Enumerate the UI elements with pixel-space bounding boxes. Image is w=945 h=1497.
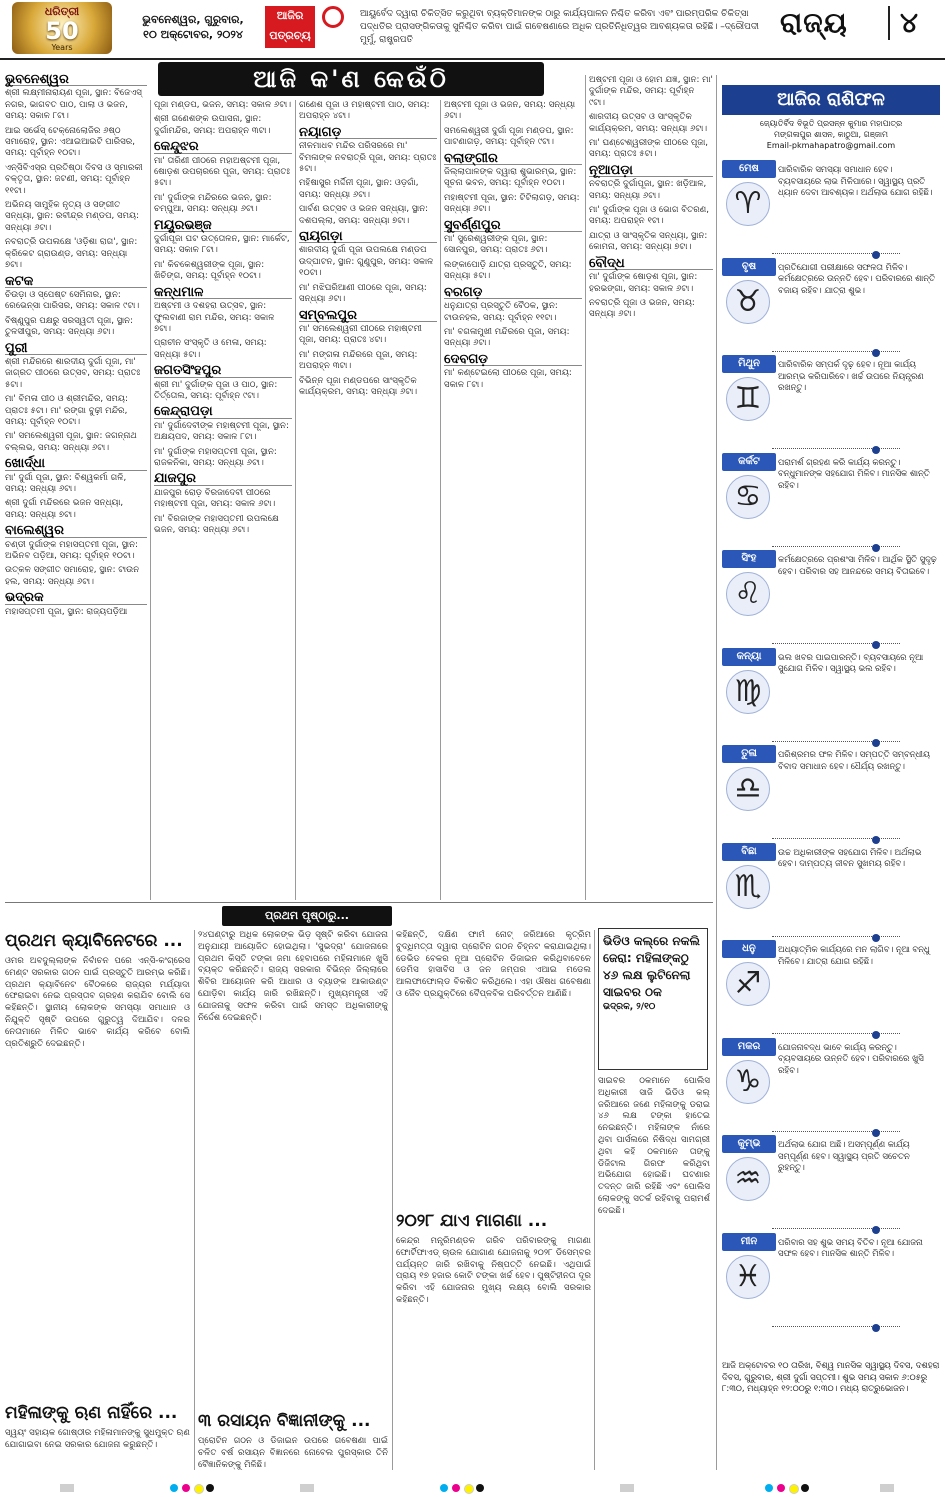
rashi-prediction: କର୍ମକ୍ଷେତ୍ରରେ ପ୍ରଶଂସା ମିଳିବ। ଆର୍ଥିକ ସ୍ଥିତି ସୁଦୃଢ଼ ହେବ। ପରିବାର ସହ ଆନନ୍ଦରେ ସମୟ ବିତାଇବେ। <box>778 554 937 576</box>
cyan-mark <box>170 1484 178 1492</box>
rashi-sign-block <box>722 355 940 451</box>
badge-line-2: ପତ୍ରଚ୍ୟ <box>269 29 311 42</box>
column-rule <box>594 930 595 1470</box>
rashi-sign-block <box>722 1038 940 1134</box>
rashi-divider <box>772 1326 900 1327</box>
event-item: ମା' ଦୁର୍ଗା ପୂଜା, ସ୍ଥାନ: ବିଶ୍ୱକର୍ମା ଗଳି, ସମୟ: ସନ୍ଧ୍ୟା ୬ଟା। <box>5 472 127 494</box>
quote-mark-icon <box>322 6 344 28</box>
event-item: ସମଲେଶ୍ୱରୀ ଦୁର୍ଗା ପୂଜା ମଣ୍ଡପ, ସ୍ଥାନ: ପାଟଣାଗଡ଼, ସମୟ: ପୂର୍ବାହ୍ନ ୯ଟା। <box>444 125 574 148</box>
quote-of-the-day: ଆୟୁର୍ବେଦ ଦ୍ୱାରା ଚିକିତ୍ସିତ କରୁଥିବା ବ୍ୟକ୍ତିମାନଙ୍କ ଠାରୁ କାର୍ଯ୍ୟପାଳନ ନିଶ୍ଚିତ କରିବା ଏବଂ ପାରମ୍ପରିକ ଚିକିତ୍ସା ପଦ୍ଧତିର ପ୍ରାସଙ୍ଗିକତାକୁ ସୁନିଶ୍ଚିତ କରିବା ପାଇଁ ଗବେଷଣାରେ ଅଧିକ ପ୍ରତିନିଧିତ୍ୱର ଆବଶ୍ୟକତା ରହିଛି। –ଦ୍ରୌପଦୀ ମୁର୍ମୁ, ରାଷ୍ଟ୍ରପତି <box>360 9 759 45</box>
district-heading: ବଲାଙ୍ଗୀର <box>444 153 582 165</box>
district-heading: ଖୋର୍ଦ୍ଧା <box>5 458 147 470</box>
rashi-sign-block <box>722 258 940 354</box>
event-item: ମା' ମଝିଘରିଆଣୀ ପୀଠରେ ପୂଜା, ସମୟ: ସନ୍ଧ୍ୟା ୬ଟା। <box>299 282 427 305</box>
event-item: ଚଣ୍ଡୀ ଦୁର୍ଗାଙ୍କ ମହାସପ୍ତମୀ ପୂଜା, ସ୍ଥାନ: ଅଭିନବ ପଡ଼ିଆ, ସମୟ: ପୂର୍ବାହ୍ନ ୧୦ଟା। <box>5 539 138 562</box>
event-item: ଅଷ୍ଟମୀ ପୂଜା ଓ ଭଜନ, ସମୟ: ସନ୍ଧ୍ୟା ୬ଟା। <box>444 100 576 122</box>
event-item: ମା' ଘଣ୍ଟେଶ୍ୱରୀଙ୍କ ପୀଠରେ ପୂଜା, ସମୟ: ପ୍ରାତଃ ୫ଟା। <box>589 138 709 160</box>
events-banner: ଆଜି କ'ଣ କେଉଁଠି <box>158 62 544 96</box>
district-heading: ପୁରୀ <box>5 343 147 355</box>
rashifal-title: ଆଜିର ରାଶିଫଳ <box>722 85 940 115</box>
district-heading: ସମ୍ବଲପୁର <box>299 310 437 322</box>
yellow-mark <box>464 1484 474 1494</box>
district-heading: ବରଗଡ଼ <box>444 287 582 299</box>
article-4-body: ପ୍ରୋଟିନ ଗଠନ ଓ ଡିଜାଇନ ଉପରେ ଗବେଷଣା ପାଇଁ ଚଳିତ ବର୍ଷ ରସାୟନ ବିଜ୍ଞାନରେ ନୋବେଲ ପୁରସ୍କାର ତିନି ବୈଜ୍ଞାନିକଙ୍କୁ ମିଳିଛି। <box>198 1436 388 1470</box>
dateline <box>128 12 258 42</box>
listings-column-3 <box>299 100 437 900</box>
district-heading: ଭଦ୍ରକ <box>5 592 147 604</box>
event-item: ମହାଷ୍ଟମୀ ପୂଜା, ସ୍ଥାନ: ଟିଟିଲାଗଡ଼, ସମୟ: ସନ୍ଧ୍ୟା ୬ଟା। <box>444 192 580 215</box>
district-heading: ସୁବର୍ଣ୍ଣପୁର <box>444 220 582 232</box>
event-item: ନବରାତ୍ରି ଦୁର୍ଗାପୂଜା, ସ୍ଥାନ: ଖଡ଼ିଆଳ, ସମୟ: ସନ୍ଧ୍ୟା ୬ଟା। <box>589 179 707 201</box>
zodiac-sign-icon: ♑ <box>726 1060 770 1104</box>
rashi-sign-block <box>722 940 940 1036</box>
event-item: ଶ୍ରୀ ଦୁର୍ଗା ମନ୍ଦିରରେ ଭଜନ ସନ୍ଧ୍ୟା, ସମୟ: ସନ୍ଧ୍ୟା ୭ଟା। <box>5 498 124 520</box>
listings-column-1 <box>5 70 147 900</box>
event-item: ମା' ତାରିଣୀ ପୀଠରେ ମହାଅଷ୍ଟମୀ ପୂଜା, ଷୋଡ଼ଶ ଉପଚାରରେ ପୂଜା, ସମୟ: ପ୍ରାତଃ ୫ଟା। <box>154 155 290 189</box>
event-item: ଆଇ ସର୍ଭେସ୍ ଟେକ୍ନୋଲୋଜିର ୬ଷ୍ଠ ସମାରୋହ, ସ୍ଥାନ: ଏଆଇଆଇଟି ପାରିସର, ସମୟ: ପୂର୍ବାହ୍ନ ୧୦ଟା। <box>5 125 136 159</box>
article-1-body: ଓମର ଅବଦୁଲ୍ଲାଙ୍କ ନିର୍ବାଚନ ପରେ ଏନ୍‌ସି-କଂଗ୍ରେସ ମେଣ୍ଟ ସରକାର ଗଠନ ପାଇଁ ପ୍ରସ୍ତୁତି ଆରମ୍ଭ କରିଛି। ପ୍ରଥମ କ୍ୟାବିନେଟ ବୈଠକରେ ରାଜ୍ୟର ମର୍ଯ୍ୟାଦା ଫେରାଇବା ନେଇ ପ୍ରସ୍ତାବ ଗ୍ରହଣ କରାଯିବ ବୋଲି ସେ କହିଛନ୍ତି। ସ୍ଥାନୀୟ ଲୋକଙ୍କ ସମସ୍ୟା ସମାଧାନ ଓ ନିଯୁକ୍ତି ସୃଷ୍ଟି ଉପରେ ଗୁରୁତ୍ୱ ଦିଆଯିବ। ଦଳର ନେତାମାନେ ମିଳିତ ଭାବେ କାର୍ଯ୍ୟ କରିବେ ବୋଲି ପ୍ରତିଶ୍ରୁତି ଦେଇଛନ୍ତି। <box>5 956 190 1049</box>
event-item: ନବରାତ୍ରି ପୂଜା ଓ ଭଜନ, ସମୟ: ସନ୍ଧ୍ୟା ୬ଟା। <box>589 297 695 320</box>
continued-from-front-page-label: ପ୍ରଥମ ପୃଷ୍ଠାରୁ... <box>222 906 392 926</box>
zodiac-sign-icon: ♈ <box>726 182 770 226</box>
district-heading: କନ୍ଧମାଳ <box>154 287 292 299</box>
article-2-headline: ମହିଳାଙ୍କୁ ଋଣ ନାହିଁରେ ... <box>5 1403 178 1423</box>
district-heading: ଯାଜପୁର <box>154 473 292 485</box>
event-item: ନୀଳମାଧବ ମନ୍ଦିର ପରିସରରେ ମା' ବିମଳାଙ୍କ ନବରାତ୍ରି ପୂଜା, ସମୟ: ପ୍ରାତଃ ୫ଟା। <box>299 141 437 175</box>
event-item: ଅଷ୍ଟମୀ ଓ ଦଶହରା ଉତ୍ସବ, ସ୍ଥାନ: ଫୁଲବାଣୀ ରାମ ମନ୍ଦିର, ସମୟ: ସକାଳ ୭ଟା। <box>154 301 275 334</box>
article-1-headline: ପ୍ରଥମ କ୍ୟାବିନେଟରେ ... <box>5 931 183 951</box>
cyan-mark <box>765 1484 773 1492</box>
event-item: ଅଷ୍ଟମୀ ପୂଜା ଓ ହୋମ ଯଜ୍ଞ, ସ୍ଥାନ: ମା' ଦୁର୍ଗାଙ୍କ ମନ୍ଦିର, ସମୟ: ପୂର୍ବାହ୍ନ ୯ଟା। <box>589 75 713 108</box>
magenta-mark <box>452 1484 460 1492</box>
astrologer-email: Email-pkmahapatro@gmail.com <box>766 141 896 150</box>
registration-mark <box>880 1484 894 1492</box>
section-divider <box>5 902 713 903</box>
rashi-prediction: ପରାମର୍ଶ ଗ୍ରହଣ କରି କାର୍ଯ୍ୟ କରନ୍ତୁ। ବନ୍ଧୁମାନଙ୍କ ସହଯୋଗ ମିଳିବ। ମାନସିକ ଶାନ୍ତି ରହିବ। <box>778 456 930 490</box>
black-mark <box>206 1484 214 1492</box>
rashi-divider <box>772 546 900 547</box>
astrologer-name: ଜ୍ୟୋତିର୍ବିଦ ବିଭୂତି ପ୍ରସନ୍ନ କୁମାର ମହାପାତ୍ର <box>759 119 903 128</box>
badge-line-1: ଆଜିର <box>276 9 304 22</box>
rashi-divider <box>772 448 900 449</box>
cyber-fraud-body: ସାଇବର ଠକମାନେ ପୋଲିସ ଅଧିକାରୀ ସାଜି ଭିଡିଓ କଲ୍ ଜରିଆରେ ଜଣେ ମହିଳାଙ୍କୁ ଡରାଇ ୪୬ ଲକ୍ଷ ଟଙ୍କା ହାତେଇ ନେଇଛନ୍ତି। ମହିଳାଙ୍କ ନାଁରେ ଥିବା ପାର୍ସଲରେ ନିଷିଦ୍ଧ ସାମଗ୍ରୀ ଥିବା କହି ଠକମାନେ ତାଙ୍କୁ ଡିଜିଟାଲ ଗିରଫ କରିଥିବା ଅଭିଯୋଗ ହୋଇଛି। ଘଟଣାର ତଦନ୍ତ ଜାରି ରହିଛି ଏବଂ ପୋଲିସ ଲୋକଙ୍କୁ ସତର୍କ ରହିବାକୁ ପରାମର୍ଶ ଦେଇଛି। <box>598 1076 710 1216</box>
event-item: ମା' ଦୁର୍ଗାଦେବୀଙ୍କ ମହାଷ୍ଟମୀ ପୂଜା, ସ୍ଥାନ: ଅକ୍ଷୟପଦ, ସମୟ: ସକାଳ ୮ଟା। <box>154 420 289 443</box>
event-item: ମା' କିଚକେଶ୍ୱରୀଙ୍କ ପୂଜା, ସ୍ଥାନ: ଖିଚିଙ୍ଗ, ସମୟ: ପୂର୍ବାହ୍ନ ୧୦ଟା। <box>154 259 265 282</box>
rashi-divider <box>772 253 900 254</box>
article-5-body: କହିଛନ୍ତି, ଦକ୍ଷିଣ ଫାର୍ମ ନୋଟ୍‌ ଜରିଆରେ କୃତ୍ରିମ ବୁଦ୍ଧିମତ୍ତା ଦ୍ୱାରା ପ୍ରୋଟିନ ଗଠନ ଚିହ୍ନଟ କରାଯାଇଥିଲା। ଡେଭିଡ ବେକର ନୂଆ ପ୍ରୋଟିନ ଡିଜାଇନ କରିଥିବାବେଳେ ଡେମିସ ହାସାବିସ ଓ ଜନ ଜମ୍ପର ଏଆଇ ମଡେଲ ଆଲଫାଫୋଲ୍ଡ ବିକଶିତ କରିଥିଲେ। ଏହା ଔଷଧ ଗବେଷଣା ଓ ଜୈବ ପ୍ରଯୁକ୍ତିରେ ବୈପ୍ଳବିକ ପରିବର୍ତ୍ତନ ଆଣିଛି। <box>396 930 591 999</box>
zodiac-sign-icon: ♏ <box>726 865 770 909</box>
zodiac-sign-icon: ♒ <box>726 1157 770 1201</box>
district-heading: କେନ୍ଦୁଝର <box>154 141 292 153</box>
column-rule <box>194 930 195 1470</box>
rashi-sign-label: ତୁଳା <box>722 745 776 763</box>
event-item: ନବରାତ୍ରି ଉପଲକ୍ଷେ 'ଓଡ଼ିଶା ରାଗ', ସ୍ଥାନ: କ୍ରିକେଟ ଗ୍ରାଉଣ୍ଡ, ସମୟ: ସନ୍ଧ୍ୟା ୭ଟା। <box>5 237 138 271</box>
rashi-prediction: ପାରିବାରିକ ସମସ୍ୟା ସମାଧାନ ହେବ। ବ୍ୟବସାୟରେ ଲାଭ ମିଳିପାରେ। ସ୍ୱାସ୍ଥ୍ୟ ପ୍ରତି ଧ୍ୟାନ ଦେବା ଆବଶ୍ୟକ। ଅର୍ଥଲାଭ ଯୋଗ ରହିଛି। <box>778 164 933 198</box>
black-mark <box>476 1484 484 1492</box>
event-item: ଧନୁଯାତ୍ରା ପ୍ରସ୍ତୁତି ବୈଠକ, ସ୍ଥାନ: ଟାଉନହଲ, ସମୟ: ପୂର୍ବାହ୍ନ ୧୧ଟା। <box>444 301 558 323</box>
rashi-divider <box>772 1228 900 1229</box>
rashi-sign-label: ସିଂହ <box>722 550 776 568</box>
event-item: ଚିଉଡ଼ା ଓ ସ୍ପେଷ୍ଟ ସେମିନାର, ସ୍ଥାନ: ରେଭେନ୍ସା ପାରିସର, ସମୟ: ସକାଳ ୯ଟା। <box>5 289 140 312</box>
zodiac-sign-icon: ♉ <box>726 280 770 324</box>
logo-years: Years <box>51 43 73 52</box>
article-6-headline: ୨୦୨୮ ଯାଏ ମାଗଣା ... <box>396 1211 548 1231</box>
listings-column-4 <box>444 100 582 900</box>
listings-column-5 <box>589 75 713 900</box>
dateline-place-day: ଭୁବନେଶ୍ୱର, ଗୁରୁବାର, <box>142 13 244 26</box>
event-item: ଶ୍ରୀ ଗଣେଶଙ୍କ ଉପାସନା, ସ୍ଥାନ: ଦୁର୍ଗାମନ୍ଦିର, ସମୟ: ଅପରାହ୍ନ ୩ଟା। <box>154 114 271 136</box>
page-number: ୪ <box>888 6 918 40</box>
event-item: ମା' ଦୁର୍ଗାଙ୍କ ମନ୍ଦିରରେ ଭଜନ, ସ୍ଥାନ: ଚମ୍ପୁଆ, ସମୟ: ସନ୍ଧ୍ୟା ୬ଟା। <box>154 192 272 215</box>
district-heading: ମୟୂରଭଞ୍ଜ <box>154 220 292 232</box>
event-item: ମା' କଣ୍ଟେଇଲୋ ପୀଠରେ ପୂଜା, ସମୟ: ସକାଳ ୮ଟା। <box>444 368 572 390</box>
district-heading: ରାୟଗଡ଼ା <box>299 231 437 243</box>
rashi-prediction: ଅଧ୍ୟାତ୍ମିକ କାର୍ଯ୍ୟରେ ମନ ଲାଗିବ। ନୂଆ ବନ୍ଧୁ ମିଳିବେ। ଯାତ୍ରା ଯୋଗ ରହିଛି। <box>778 944 930 966</box>
magenta-mark <box>777 1484 785 1492</box>
column-rule <box>295 100 296 900</box>
rashi-sign-label: ବିଛା <box>722 843 776 861</box>
black-mark <box>801 1484 809 1492</box>
rashi-sign-label: କୁମ୍ଭ <box>722 1135 776 1153</box>
event-item: ମହିଷାସୁର ମର୍ଦ୍ଦିନୀ ପୂଜା, ସ୍ଥାନ: ଓଡ଼ଗାଁ, ସମୟ: ସନ୍ଧ୍ୟା ୬ଟା। <box>299 178 419 200</box>
rashi-divider <box>772 351 900 352</box>
event-item: ଯାତ୍ରା ଓ ସାଂସ୍କୃତିକ ସନ୍ଧ୍ୟା, ସ୍ଥାନ: କୋମନା, ସମୟ: ସନ୍ଧ୍ୟା ୭ଟା। <box>589 230 708 253</box>
rashi-sign-block <box>722 843 940 939</box>
rashi-prediction: ପାରିବାରିକ ସମ୍ପର୍କ ଦୃଢ଼ ହେବ। ନୂଆ କାର୍ଯ୍ୟ ଆରମ୍ଭ କରିପାରିବେ। ଖର୍ଚ୍ଚ ଉପରେ ନିୟନ୍ତ୍ରଣ ରଖନ୍ତୁ। <box>778 359 924 393</box>
event-item: ଶାରଦୀୟ ଉତ୍ସବ ଓ ସାଂସ୍କୃତିକ କାର୍ଯ୍ୟକ୍ରମ, ସମୟ: ସନ୍ଧ୍ୟା ୬ଟା। <box>589 112 708 134</box>
rashi-divider <box>772 1131 900 1132</box>
event-item: ମା' ସମଲେଶ୍ୱରୀ ପୀଠରେ ମହାଷ୍ଟମୀ ପୂଜା, ସମୟ: ପ୍ରାତଃ ୪ଟା। <box>299 323 422 346</box>
section-title: ରାଜ୍ୟ <box>780 6 848 39</box>
column-rule <box>392 930 393 1470</box>
zodiac-sign-icon: ♎ <box>726 767 770 811</box>
yellow-mark <box>789 1484 799 1494</box>
zodiac-sign-icon: ♍ <box>726 670 770 714</box>
rashi-prediction: ପରିବାର ସହ ଶୁଭ ସମୟ ବିତିବ। ନୂଆ ଯୋଜନା ସଫଳ ହେବ। ମାନସିକ ଶାନ୍ତି ମିଳିବ। <box>778 1236 923 1259</box>
rashifal-credit <box>722 118 940 151</box>
yellow-mark <box>194 1484 204 1494</box>
rashi-sign-label: ମେଷ <box>722 160 776 178</box>
district-heading: ନୟାଗଡ଼ <box>299 127 437 139</box>
registration-mark <box>60 1484 74 1492</box>
zodiac-sign-icon: ♐ <box>726 962 770 1006</box>
district-heading: ନୂଆପଡ଼ା <box>589 165 713 177</box>
registration-mark <box>300 1484 314 1492</box>
event-item: ମା' ବିରଜାଙ୍କ ମହାସପ୍ତମୀ ଉପଲକ୍ଷେ ଭଜନ, ସମୟ: ସନ୍ଧ୍ୟା ୬ଟା। <box>154 513 279 535</box>
rashi-prediction: ପରିଶ୍ରମର ଫଳ ମିଳିବ। ସମ୍ପତ୍ତି ସମ୍ବନ୍ଧୀୟ ବିବାଦ ସମାଧାନ ହେବ। ଧୈର୍ଯ୍ୟ ରଖନ୍ତୁ। <box>778 749 930 771</box>
rashi-divider <box>772 741 900 742</box>
rashi-prediction: ପ୍ରତିଯୋଗୀ ପରୀକ୍ଷାରେ ସଫଳତା ମିଳିବ। କର୍ମକ୍ଷେତ୍ରରେ ଉନ୍ନତି ହେବ। ପରିବାରରେ ଶାନ୍ତି ବଜାୟ ରହିବ। ଯାତ୍ରା ଶୁଭ। <box>778 261 935 295</box>
rashi-sign-label: କର୍କଟ <box>722 453 776 471</box>
event-item: ମା' ସୁରେଶ୍ୱରୀଙ୍କ ପୂଜା, ସ୍ଥାନ: ସୋନପୁର, ସମୟ: ପ୍ରାତଃ ୬ଟା। <box>444 234 548 256</box>
rashi-divider <box>772 936 900 937</box>
rashi-divider <box>772 838 900 839</box>
event-item: ମା' ବଗଳାମୁଖୀ ମନ୍ଦିରରେ ପୂଜା, ସମୟ: ସନ୍ଧ୍ୟା ୬ଟା। <box>444 326 570 349</box>
cyber-fraud-headline-box <box>598 928 708 1070</box>
article-2-body: ସ୍ୱୟଂ ସହାୟକ ଗୋଷ୍ଠୀର ମହିଳାମାନଙ୍କୁ ସୁଧମୁକ୍ତ ଋଣ ଯୋଗାଇବା ନେଇ ସରକାର ଯୋଜନା କରୁଛନ୍ତି। <box>5 1428 190 1450</box>
rashifal-footnote: ଆଜି ଅକ୍ଟୋବର ୧୦ ତାରିଖ, ବିଶ୍ୱ ମାନସିକ ସ୍ୱାସ୍ଥ୍ୟ ଦିବସ, ଦଶହରା ଦିବସ, ଗୁରୁବାର, ଶ୍ରୀ ଦୁର୍ଗା ସପ୍ତମୀ। ଶୁଭ ସମୟ ସକାଳ ୬:୦୫ରୁ ୮:୩୦, ମଧ୍ୟାହ୍ନ ୧୨:୦୦ରୁ ୧:୩୦। ମଧ୍ୟ ରାତ୍ରୁଭୋଜନ। <box>722 1360 940 1394</box>
event-item: ଏନ୍‌ସିବିଏସ୍‌ର ପ୍ରତିଷ୍ଠା ଦିବସ ଓ ସ୍ମାରକୀ ବକ୍ତୃତା, ସ୍ଥାନ: ଜଟଣୀ, ସମୟ: ପୂର୍ବାହ୍ନ ୧୧ଟା। <box>5 162 143 196</box>
astrologer-address: ମଙ୍ଗଳାପୁର ଶାସନ, କାଠୁଆ, ଗଞ୍ଜାମ <box>773 130 889 139</box>
event-item: ପାର୍ବଣ ଉତ୍ସବ ଓ ଭଜନ ସନ୍ଧ୍ୟା, ସ୍ଥାନ: ଦଶପଲ୍ଲା, ସମୟ: ସନ୍ଧ୍ୟା ୭ଟା। <box>299 204 429 226</box>
rashi-prediction: ଉଚ୍ଚ ଅଧିକାରୀଙ୍କ ସହଯୋଗ ମିଳିବ। ଅର୍ଥଲାଭ ହେବ। ଦାମ୍ପତ୍ୟ ଜୀବନ ସୁଖମୟ ରହିବ। <box>778 846 922 869</box>
rashi-sign-label: ମୀନ <box>722 1233 776 1251</box>
article-3-body: ୨୪ଘଣ୍ଟାରୁ ଅଧିକ ଲୋକଙ୍କ ଭିଡ଼ ସୃଷ୍ଟି କରିବା ଯୋଜନା ଅନୁଯାୟୀ ଆୟୋଜିତ ହୋଇଥିଲା। 'ସୁଭଦ୍ରା' ଯୋଜନାରେ ପ୍ରଥମ କିସ୍ତି ଟଙ୍କା ଜମା ହେବାପରେ ମହିଳାମାନେ ଖୁସି ବ୍ୟକ୍ତ କରିଛନ୍ତି। ରାଜ୍ୟ ସରକାର ବିଭିନ୍ନ ଜିଲ୍ଲାରେ ଶିବିର ଆୟୋଜନ କରି ଆଧାର ଓ ବ୍ୟାଙ୍କ ଆକାଉଣ୍ଟ ଯୋଡ଼ିବା କାର୍ଯ୍ୟ ଜାରି ରଖିଛନ୍ତି। ମୁଖ୍ୟମନ୍ତ୍ରୀ ଏହି ଯୋଜନାକୁ ସଫଳ କରିବା ପାଇଁ ସମସ୍ତ ଅଧିକାରୀଙ୍କୁ ନିର୍ଦ୍ଦେଶ ଦେଇଛନ୍ତି। <box>198 930 388 1023</box>
zodiac-sign-icon: ♊ <box>726 377 770 421</box>
listings-column-2 <box>154 100 292 900</box>
event-item: ଲଙ୍କାପୋଡ଼ି ଯାତ୍ରା ପ୍ରସ୍ତୁତି, ସମୟ: ସନ୍ଧ୍ୟା ୫ଟା। <box>444 259 572 282</box>
event-item: ମା' ମଙ୍ଗଳା ମନ୍ଦିରରେ ପୂଜା, ସମୟ: ଅପରାହ୍ନ ୩ଟା। <box>299 349 418 372</box>
event-item: ପୂଜା ମଣ୍ଡପ, ଭଜନ, ସମୟ: ସକାଳ ୬ଟା। <box>154 100 292 110</box>
zodiac-sign-icon: ♋ <box>726 475 770 519</box>
event-item: ମା' ସମଲେଶ୍ୱରୀ ପୂଜା, ସ୍ଥାନ: ଜଗନ୍ନାଥ ବଲ୍ଲଭ, ସମୟ: ସନ୍ଧ୍ୟା ୬ଟା। <box>5 431 137 453</box>
column-rule <box>585 75 586 900</box>
event-item: ଉତ୍କଳ ସଙ୍ଗୀତ ସମାରୋହ, ସ୍ଥାନ: ଟାଉନ ହଲ, ସମୟ: ସନ୍ଧ୍ୟା ୬ଟା। <box>5 565 140 587</box>
event-item: ଗଣେଶ ପୂଜା ଓ ମହାଷ୍ଟମୀ ପାଠ, ସମୟ: ଅପରାହ୍ନ ୪ଟା। <box>299 100 430 122</box>
rashi-sign-block <box>722 550 940 646</box>
event-item: ଜିଲ୍ଲାପାଳଙ୍କ ଦ୍ୱାରା ଶୁଭାରମ୍ଭ, ସ୍ଥାନ: ସୂଚନା ଭବନ, ସମୟ: ପୂର୍ବାହ୍ନ ୧୦ଟା। <box>444 167 577 189</box>
district-heading: ଦେବଗଡ଼ <box>444 354 582 366</box>
event-item: ବିଷ୍ଣୁପୁର ପକ୍ଷରୁ ସରସ୍ୱତୀ ପୂଜା, ସ୍ଥାନ: ତୁଳସୀପୁର, ସମୟ: ସନ୍ଧ୍ୟା ୬ଟା। <box>5 315 133 338</box>
column-rule <box>150 100 151 900</box>
cyan-mark <box>440 1484 448 1492</box>
district-heading: ଜଗତସିଂହପୁର <box>154 365 292 377</box>
rashi-sign-block <box>722 1233 940 1329</box>
event-item: ମହାସପ୍ତମୀ ପୂଜା, ସ୍ଥାନ: ରାଜ୍ୟପଡ଼ିଆ <box>5 606 128 617</box>
logo-number: 50 <box>45 17 79 45</box>
district-heading: ଭୁବନେଶ୍ୱର <box>5 74 147 86</box>
rashi-sign-label: କନ୍ୟା <box>722 648 776 666</box>
rashi-divider <box>772 1033 900 1034</box>
district-heading: କେନ୍ଦ୍ରାପଡ଼ା <box>154 406 292 418</box>
event-item: ଶାରଦୀୟ ଦୁର୍ଗା ପୂଜା ଉପଲକ୍ଷେ ମଣ୍ଡପ ଉଦ୍‌ଘାଟନ, ସ୍ଥାନ: ଗୁଣୁପୁର, ସମୟ: ସକାଳ ୧୦ଟା। <box>299 245 434 279</box>
article-6-body: କେନ୍ଦ୍ର ମନ୍ତ୍ରିମଣ୍ଡଳ ଗରିବ ପରିବାରଙ୍କୁ ମାଗଣା ଫୋର୍ଟିଫାଏଡ୍ ଚାଉଳ ଯୋଗାଣ ଯୋଜନାକୁ ୨୦୨୮ ଡିସେମ୍ବର ପର୍ଯ୍ୟନ୍ତ ଜାରି ରଖିବାକୁ ନିଷ୍ପତ୍ତି ନେଇଛି। ଏଥିପାଇଁ ପ୍ରାୟ ୧୭ ହଜାର କୋଟି ଟଙ୍କା ଖର୍ଚ୍ଚ ହେବ। ପୁଷ୍ଟିହୀନତା ଦୂର କରିବା ଏହି ଯୋଜନାର ମୁଖ୍ୟ ଲକ୍ଷ୍ୟ ବୋଲି ସରକାର କହିଛନ୍ତି। <box>396 1236 591 1305</box>
cyber-fraud-headline: ଭିଡିଓ କଲ୍‌ରେ ନକଲି ଜେରା: ମହିଳାଙ୍କଠୁ ୪୬ ଲକ୍ଷ ଲୁଟିନେଲା ସାଇବର ଠକ <box>603 934 700 999</box>
column-rule <box>716 75 717 1470</box>
cyber-fraud-dateline: ଭଦ୍ରକ, ୨/୧୦ <box>603 1002 656 1012</box>
event-item: ଶ୍ରୀ ମା' ଦୁର୍ଗାଙ୍କ ପୂଜା ଓ ପାଠ, ସ୍ଥାନ: ତିର୍ତ୍ତୋଲ, ସମୟ: ପୂର୍ବାହ୍ନ ୯ଟା। <box>154 379 278 401</box>
event-item: ଅଭିନୟ ସାମୁହିକ ନୃତ୍ୟ ଓ ସଙ୍ଗୀତ ସନ୍ଧ୍ୟା, ସ୍ଥାନ: ରବୀନ୍ଦ୍ର ମଣ୍ଡପ, ସମୟ: ସନ୍ଧ୍ୟା ୬ଟା। <box>5 200 140 233</box>
rashi-sign-label: ଧନୁ <box>722 940 776 958</box>
event-item: ବିଭିନ୍ନ ପୂଜା ମଣ୍ଡପରେ ସାଂସ୍କୃତିକ କାର୍ଯ୍ୟକ୍ରମ, ସମୟ: ସନ୍ଧ୍ୟା ୬ଟା। <box>299 375 418 397</box>
dateline-date: ୧୦ ଅକ୍ଟୋବର, ୨୦୨୪ <box>143 28 243 41</box>
event-item: ମା' ବିମଳା ପୀଠ ଓ ଶ୍ରୀମନ୍ଦିର, ସମୟ: ପ୍ରାତଃ ୫ଟା। ମା' ରଙ୍ଗା ବୁଢ଼ୀ ମନ୍ଦିର, ସମୟ: ପୂର୍ବାହ୍ନ ୧୦ଟା। <box>5 394 128 427</box>
column-rule <box>440 100 441 900</box>
event-item: ଯାଜପୁର ରୋଡ଼ ବିରଜାଦେବୀ ପୀଠରେ ମହାଷ୍ଟମୀ ପୂଜା, ସମୟ: ସକାଳ ୬ଟା। <box>154 487 276 510</box>
divider-dot-icon <box>872 1324 880 1332</box>
rashi-prediction: ଯୋଜନାବଦ୍ଧ ଭାବେ କାର୍ଯ୍ୟ କରନ୍ତୁ। ବ୍ୟବସାୟରେ ଉନ୍ନତି ହେବ। ପରିବାରରେ ଖୁସି ରହିବ। <box>778 1041 924 1075</box>
zodiac-sign-icon: ♓ <box>726 1255 770 1299</box>
logo-wordmark: ଧରିତ୍ରୀ <box>44 5 80 18</box>
registration-mark <box>620 1484 634 1492</box>
rashi-prediction: ଭଲ ଖବର ପାଇପାରନ୍ତି। ବ୍ୟବସାୟରେ ନୂଆ ସୁଯୋଗ ମିଳିବ। ସ୍ୱାସ୍ଥ୍ୟ ଭଲ ରହିବ। <box>778 651 924 674</box>
rashi-sign-label: ମିଥୁନ <box>722 355 776 373</box>
event-item: ଦୁର୍ଗାପୂଜା ଘଟ ଉତ୍ତୋଳନ, ସ୍ଥାନ: ମାର୍କେଟ, ସମୟ: ସକାଳ ୮ଟା। <box>154 234 290 256</box>
rashi-sign-block <box>722 648 940 744</box>
rashi-sign-block <box>722 160 940 256</box>
event-item: ପ୍ରାଚୀନ ସଂସ୍କୃତି ଓ ମେଳା, ସମୟ: ସନ୍ଧ୍ୟା ୫ଟା। <box>154 338 267 360</box>
event-item: ଶ୍ରୀ ଲକ୍ଷ୍ମୀନାରାୟଣ ପୂଜା, ସ୍ଥାନ: ବିଜେଏସ୍‌ ନଗର, ଭାଗବତ ପାଠ, ପାଲା ଓ ଭଜନ, ସମୟ: ସକାଳ ୮ଟା। <box>5 88 142 122</box>
magenta-mark <box>182 1484 190 1492</box>
rashi-sign-block <box>722 745 940 841</box>
rashi-divider <box>772 643 900 644</box>
golden-jubilee-logo <box>12 2 112 54</box>
rashi-sign-label: ବୃଷ <box>722 258 776 276</box>
event-item: ମା' ଦୁର୍ଗାଙ୍କ ଷୋଡ଼ଶ ପୂଜା, ସ୍ଥାନ: ହରଭଙ୍ଗା, ସମୟ: ସକାଳ ୬ଟା। <box>589 272 698 294</box>
event-item: ମା' ଦୁର୍ଗାଙ୍କ ପୂଜା ଓ ଭୋଗ ବିତରଣ, ସମୟ: ଅପରାହ୍ନ ୧ଟା। <box>589 205 709 227</box>
district-heading: ବାଲେଶ୍ୱର <box>5 525 147 537</box>
district-heading: କଟକ <box>5 276 147 288</box>
event-item: ଶ୍ରୀ ମନ୍ଦିରରେ ଶାରଦୀୟ ଦୁର୍ଗା ପୂଜା, ମା' ଜାଗ୍ରତ ପୀଠରେ ଉତ୍ସବ, ସମୟ: ପ୍ରାତଃ ୫ଟା। <box>5 356 141 390</box>
rashi-sign-block <box>722 453 940 549</box>
rashi-sign-block <box>722 1135 940 1231</box>
article-4-headline: ୩ ରସାୟନ ବିଜ୍ଞାନୀଙ୍କୁ ... <box>198 1411 371 1431</box>
rashi-prediction: ଅର୍ଥଲାଭ ଯୋଗ ଅଛି। ଅସମ୍ପୂର୍ଣ୍ଣ କାର୍ଯ୍ୟ ସମ୍ପୂର୍ଣ୍ଣ ହେବ। ସ୍ୱାସ୍ଥ୍ୟ ପ୍ରତି ସଚେତନ ରୁହନ୍ତୁ। <box>778 1139 910 1173</box>
district-heading: ବୌଦ୍ଧ <box>589 258 713 270</box>
ajira-patrachya-badge <box>265 6 315 48</box>
event-item: ମା' ଦୁର୍ଗାଙ୍କ ମହାସପ୍ତମୀ ପୂଜା, ସ୍ଥାନ: ରାଜକନିକା, ସମୟ: ସନ୍ଧ୍ୟା ୬ଟା। <box>154 446 277 468</box>
zodiac-sign-icon: ♌ <box>726 572 770 616</box>
rashi-sign-label: ମକର <box>722 1038 776 1056</box>
